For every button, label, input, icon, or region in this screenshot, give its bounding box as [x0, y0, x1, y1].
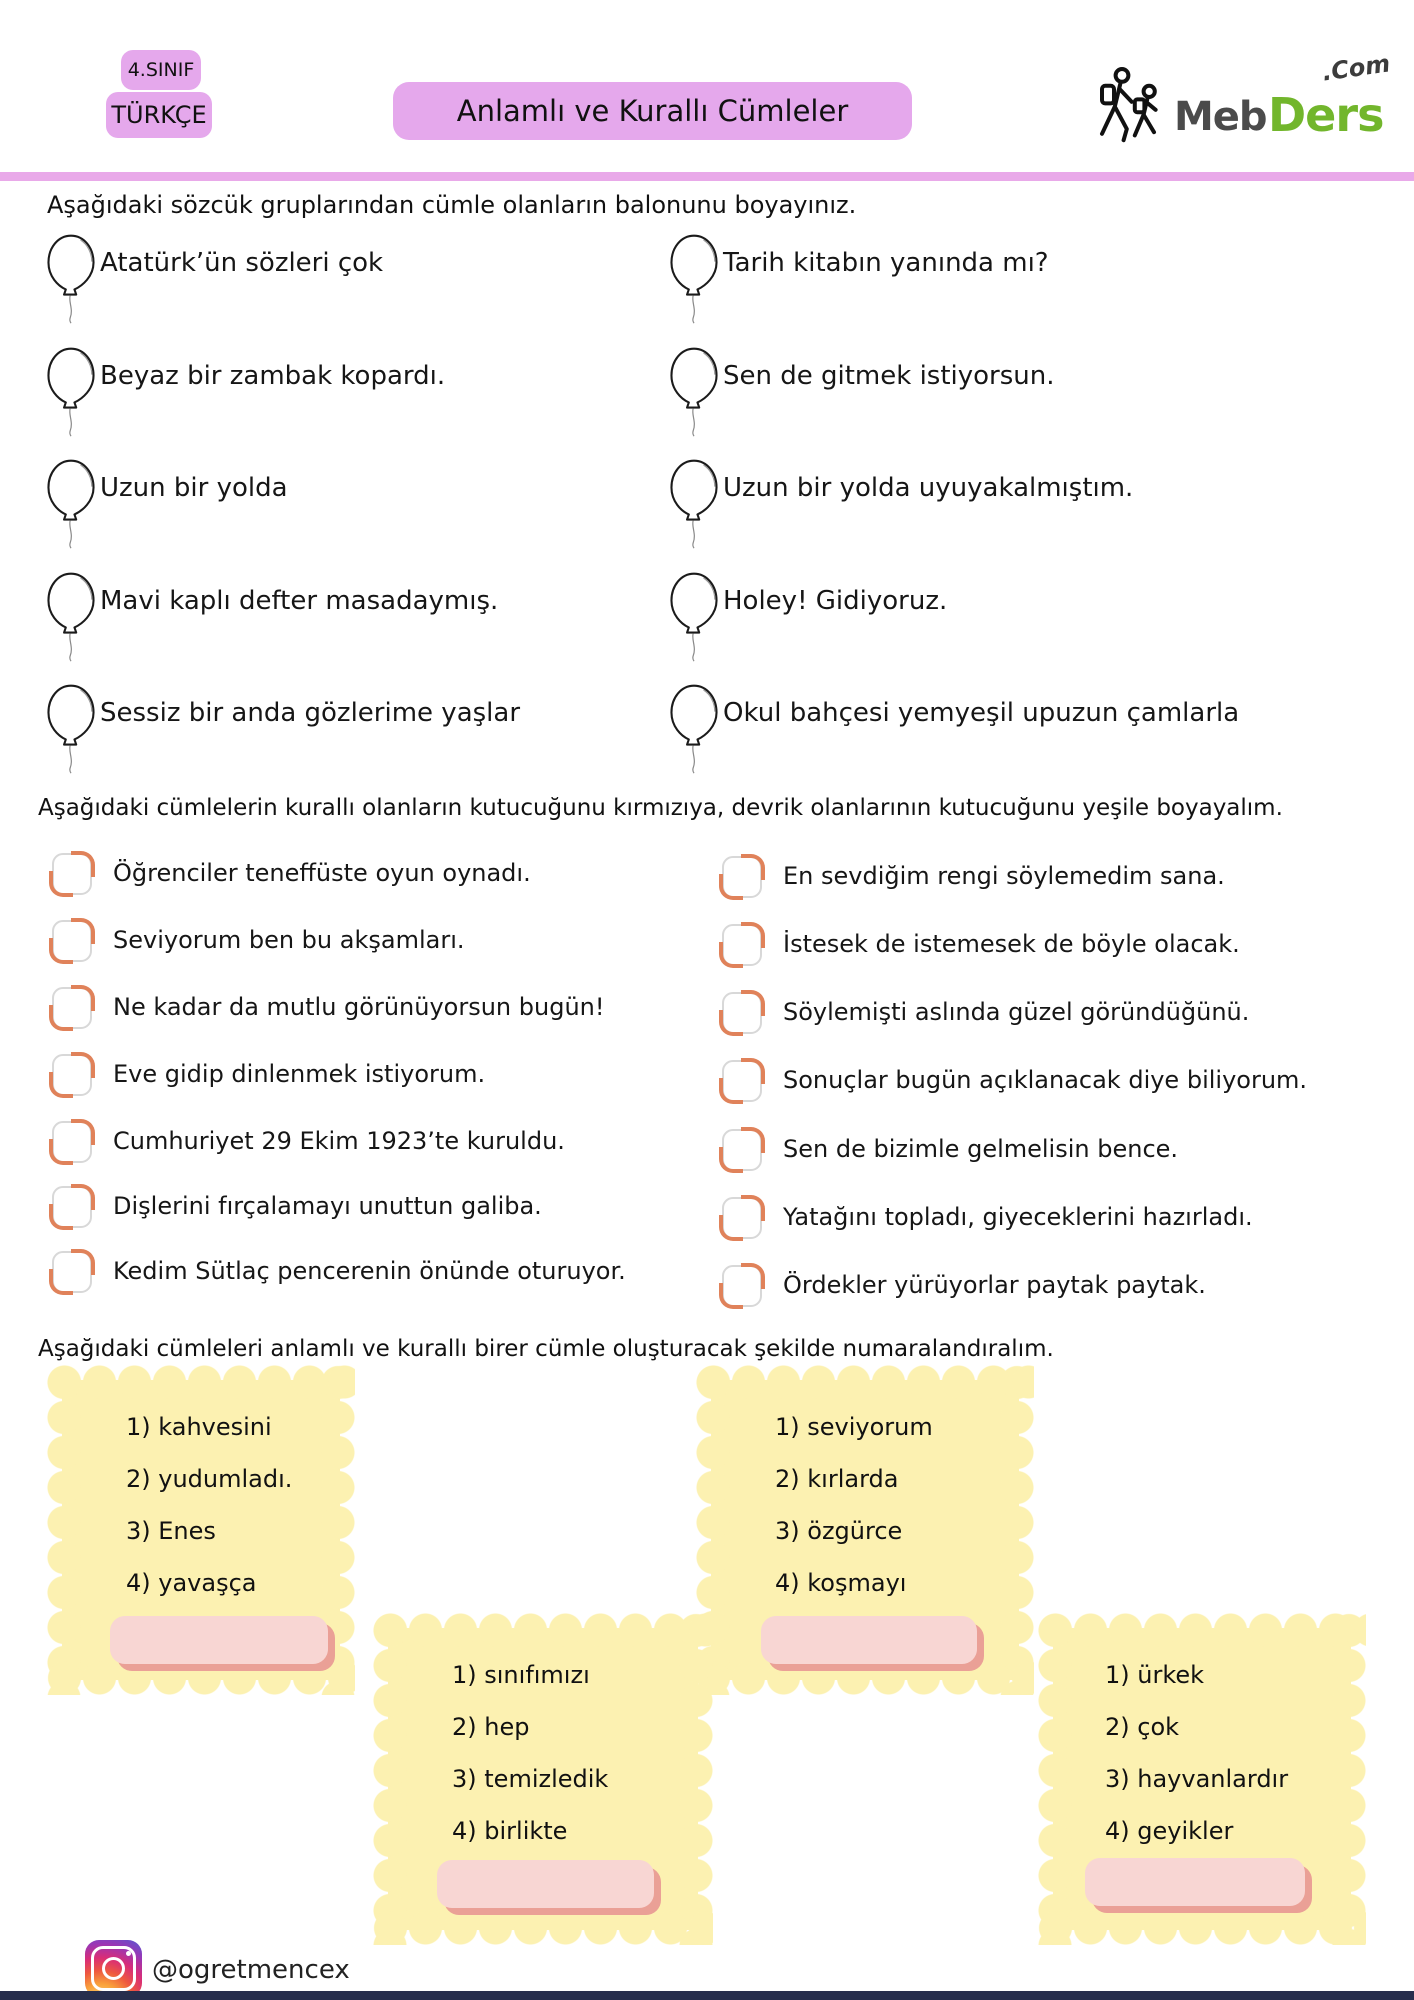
- sentence-text: Cumhuriyet 29 Ekim 1923’te kuruldu.: [113, 1127, 565, 1155]
- word-order-box: [711, 1380, 1019, 1680]
- balloon-icon[interactable]: [45, 683, 97, 775]
- logo-ders-text: Ders: [1268, 88, 1384, 142]
- balloon-item: [45, 233, 383, 325]
- checkbox[interactable]: [722, 992, 762, 1034]
- balloon-item: [45, 571, 498, 663]
- balloon-item: [668, 571, 947, 663]
- sentence-text: Seviyorum ben bu akşamları.: [113, 926, 465, 954]
- checkbox[interactable]: [52, 920, 92, 962]
- numbered-word: 2) kırlarda: [775, 1465, 899, 1493]
- sentence-item: [722, 1060, 1307, 1102]
- balloon-icon[interactable]: [668, 233, 720, 325]
- sentence-item: [52, 987, 605, 1029]
- balloon-icon[interactable]: [668, 346, 720, 438]
- checkbox[interactable]: [722, 1197, 762, 1239]
- word-group-text: Tarih kitabın yanında mı?: [723, 248, 1049, 278]
- balloon-item: [668, 346, 1055, 438]
- balloon-item: [668, 458, 1133, 550]
- mebders-logo: [1090, 49, 1392, 152]
- logo-meb-text: Meb: [1174, 94, 1267, 140]
- checkbox[interactable]: [722, 1129, 762, 1171]
- checkbox[interactable]: [52, 987, 92, 1029]
- section1-instruction: Aşağıdaki sözcük gruplarından cümle olanların balonunu boyayınız.: [47, 191, 857, 219]
- word-group-text: Okul bahçesi yemyeşil upuzun çamlarla: [723, 698, 1240, 728]
- header-divider: [0, 172, 1414, 181]
- answer-box[interactable]: [761, 1616, 977, 1664]
- balloon-icon[interactable]: [45, 346, 97, 438]
- instagram-flash-dot: [126, 1951, 131, 1956]
- word-group-text: Uzun bir yolda: [100, 473, 288, 503]
- balloon-icon[interactable]: [668, 683, 720, 775]
- word-group-text: Mavi kaplı defter masadaymış.: [100, 586, 499, 616]
- sentence-text: Dişlerini fırçalamayı unuttun galiba.: [113, 1192, 542, 1220]
- answer-box[interactable]: [1085, 1858, 1305, 1906]
- sentence-text: Sonuçlar bugün açıklanacak diye biliyorum.: [783, 1066, 1308, 1094]
- balloon-icon[interactable]: [668, 458, 720, 550]
- checkbox[interactable]: [722, 1060, 762, 1102]
- logo-com-text: .Com: [1320, 49, 1392, 87]
- numbered-word: 3) özgürce: [775, 1517, 903, 1545]
- instagram-icon[interactable]: [85, 1940, 142, 1997]
- numbered-word: 2) çok: [1105, 1713, 1180, 1741]
- section2-instruction: Aşağıdaki cümlelerin kurallı olanların kutucuğunu kırmızıya, devrik olanlarının kutucuğunu yeşile boyayalım.: [38, 795, 1283, 821]
- sentence-text: Ne kadar da mutlu görünüyorsun bugün!: [113, 993, 605, 1021]
- sentence-item: [52, 920, 465, 962]
- balloon-icon[interactable]: [45, 571, 97, 663]
- sentence-text: Sen de bizimle gelmelisin bence.: [783, 1135, 1179, 1163]
- subject-badge: TÜRKÇE: [106, 92, 212, 138]
- answer-box[interactable]: [437, 1860, 654, 1908]
- numbered-word: 3) Enes: [126, 1517, 216, 1545]
- numbered-word: 1) kahvesini: [126, 1413, 272, 1441]
- numbered-word: 3) hayvanlardır: [1105, 1765, 1289, 1793]
- numbered-word: 3) temizledik: [452, 1765, 609, 1793]
- numbered-word: 4) koşmayı: [775, 1569, 907, 1597]
- numbered-word: 4) birlikte: [452, 1817, 568, 1845]
- sentence-item: [52, 1186, 542, 1228]
- checkbox[interactable]: [722, 856, 762, 898]
- checkbox[interactable]: [52, 1121, 92, 1163]
- sentence-text: Söylemişti aslında güzel göründüğünü.: [783, 998, 1250, 1026]
- word-group-text: Uzun bir yolda uyuyakalmıştım.: [723, 473, 1134, 503]
- bottom-bar: [0, 1991, 1414, 2000]
- sentence-item: [52, 1251, 626, 1293]
- numbered-word: 4) yavaşça: [126, 1569, 257, 1597]
- walking-people-icon: [1090, 62, 1170, 148]
- numbered-word: 1) ürkek: [1105, 1661, 1205, 1689]
- sentence-text: Kedim Sütlaç pencerenin önünde oturuyor.: [113, 1257, 626, 1285]
- section3-instruction: Aşağıdaki cümleleri anlamlı ve kurallı birer cümle oluşturacak şekilde numaralandıralım.: [38, 1336, 1054, 1362]
- checkbox[interactable]: [722, 1265, 762, 1307]
- word-order-box: [388, 1628, 698, 1930]
- word-group-text: Holey! Gidiyoruz.: [723, 586, 948, 616]
- instagram-handle: @ogretmencex: [152, 1955, 350, 1985]
- answer-box[interactable]: [110, 1616, 328, 1664]
- checkbox[interactable]: [722, 924, 762, 966]
- sentence-item: [52, 1121, 565, 1163]
- sentence-item: [722, 924, 1240, 966]
- sentence-text: En sevdiğim rengi söylemedim sana.: [783, 862, 1225, 890]
- sentence-item: [722, 992, 1249, 1034]
- page-title: Anlamlı ve Kurallı Cümleler: [393, 82, 912, 140]
- balloon-item: [668, 233, 1049, 325]
- sentence-text: Öğrenciler teneffüste oyun oynadı.: [113, 859, 531, 887]
- word-group-text: Sen de gitmek istiyorsun.: [723, 361, 1055, 391]
- word-group-text: Sessiz bir anda gözlerime yaşlar: [100, 698, 521, 728]
- sentence-text: Eve gidip dinlenmek istiyorum.: [113, 1060, 486, 1088]
- numbered-word: 4) geyikler: [1105, 1817, 1234, 1845]
- grade-badge: 4.SINIF: [121, 50, 201, 90]
- sentence-item: [722, 1197, 1253, 1239]
- sentence-item: [722, 1129, 1178, 1171]
- checkbox[interactable]: [52, 1054, 92, 1096]
- sentence-item: [722, 1265, 1206, 1307]
- balloon-icon[interactable]: [45, 458, 97, 550]
- balloon-item: [668, 683, 1239, 775]
- numbered-word: 1) sınıfımızı: [452, 1661, 590, 1689]
- balloon-icon[interactable]: [668, 571, 720, 663]
- sentence-item: [52, 1054, 485, 1096]
- checkbox[interactable]: [52, 1186, 92, 1228]
- balloon-item: [45, 683, 520, 775]
- sentence-item: [722, 856, 1225, 898]
- balloon-item: [45, 458, 288, 550]
- sentence-text: Ördekler yürüyorlar paytak paytak.: [783, 1271, 1206, 1299]
- balloon-item: [45, 346, 445, 438]
- word-group-text: Atatürk’ün sözleri çok: [100, 248, 384, 278]
- balloon-icon[interactable]: [45, 233, 97, 325]
- word-group-text: Beyaz bir zambak kopardı.: [100, 361, 446, 391]
- numbered-word: 1) seviyorum: [775, 1413, 933, 1441]
- sentence-item: [52, 853, 531, 895]
- sentence-text: İstesek de istemesek de böyle olacak.: [783, 930, 1240, 958]
- numbered-word: 2) hep: [452, 1713, 530, 1741]
- sentence-text: Yatağını topladı, giyeceklerini hazırladı.: [783, 1203, 1253, 1231]
- checkbox[interactable]: [52, 853, 92, 895]
- checkbox[interactable]: [52, 1251, 92, 1293]
- word-order-box: [62, 1380, 340, 1680]
- numbered-word: 2) yudumladı.: [126, 1465, 293, 1493]
- word-order-box: [1053, 1628, 1351, 1930]
